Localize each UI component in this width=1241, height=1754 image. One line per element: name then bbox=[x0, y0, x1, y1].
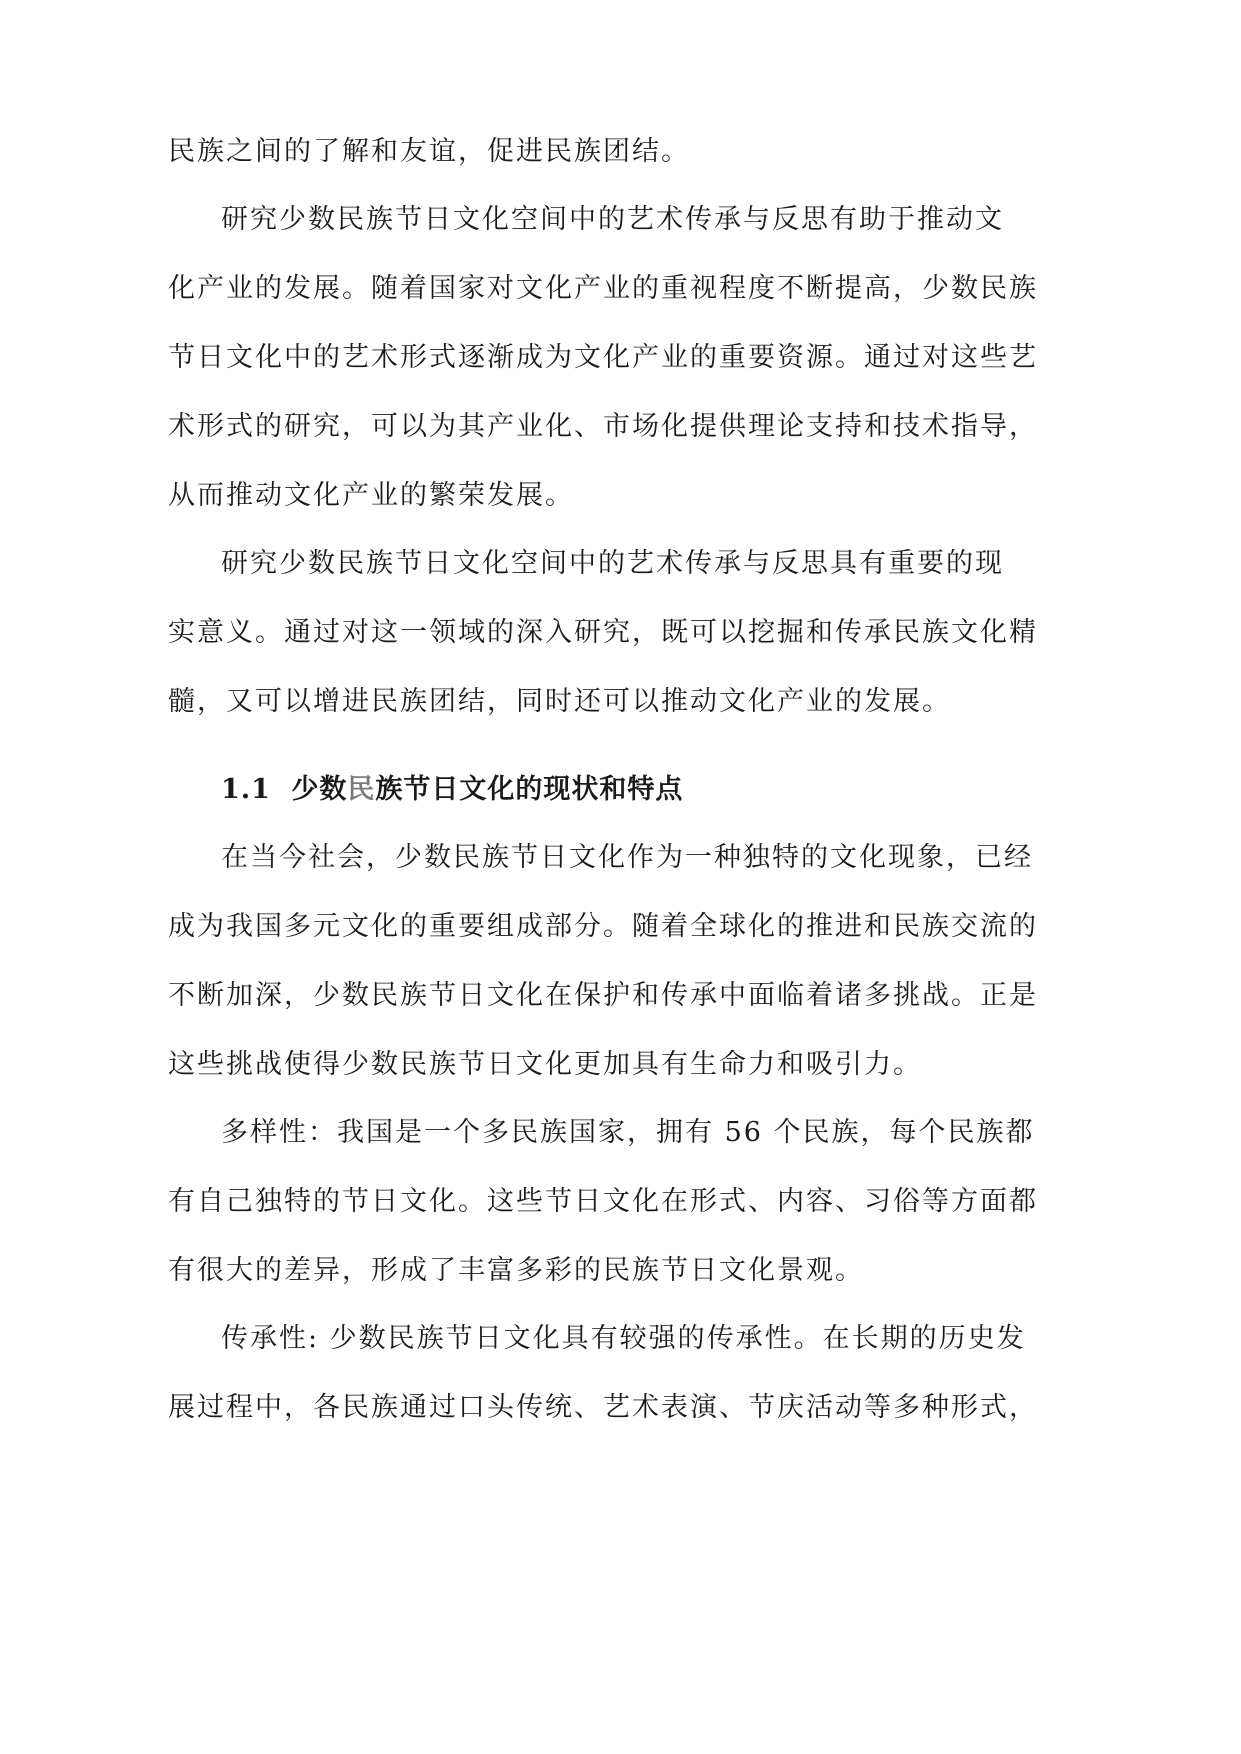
paragraph-line: 多样性：我国是一个多民族国家，拥有 56 个民族，每个民族都 bbox=[221, 1117, 1035, 1148]
paragraph-line: 不断加深，少数民族节日文化在保护和传承中面临着诸多挑战。正是 bbox=[168, 980, 1038, 1011]
paragraph-line: 节日文化中的艺术形式逐渐成为文化产业的重要资源。通过对这些艺 bbox=[168, 342, 1038, 373]
paragraph-line: 这些挑战使得少数民族节日文化更加具有生命力和吸引力。 bbox=[168, 1049, 922, 1080]
section-number: 1.1 bbox=[221, 774, 271, 805]
section-heading bbox=[221, 770, 683, 810]
paragraph-line: 研究少数民族节日文化空间中的艺术传承与反思有助于推动文 bbox=[221, 204, 1004, 235]
paragraph-line: 髓，又可以增进民族团结，同时还可以推动文化产业的发展。 bbox=[168, 686, 951, 717]
paragraph-line: 展过程中，各民族通过口头传统、艺术表演、节庆活动等多种形式， bbox=[168, 1392, 1038, 1423]
paragraph-line: 化产业的发展。随着国家对文化产业的重视程度不断提高，少数民族 bbox=[168, 273, 1038, 304]
paragraph-line: 有很大的差异，形成了丰富多彩的民族节日文化景观。 bbox=[168, 1255, 864, 1286]
paragraph-line: 民族之间的了解和友谊，促进民族团结。 bbox=[168, 136, 690, 167]
paragraph-line: 从而推动文化产业的繁荣发展。 bbox=[168, 480, 574, 511]
paragraph-line: 研究少数民族节日文化空间中的艺术传承与反思具有重要的现 bbox=[221, 548, 1004, 579]
paragraph-line: 在当今社会，少数民族节日文化作为一种独特的文化现象，已经 bbox=[221, 842, 1033, 873]
paragraph-line: 有自己独特的节日文化。这些节日文化在形式、内容、习俗等方面都 bbox=[168, 1186, 1038, 1217]
section-title-part: 族节日文化的现状和特点 bbox=[375, 774, 684, 805]
paragraph-line: 传承性: 少数民族节日文化具有较强的传承性。在长期的历史发 bbox=[221, 1323, 1026, 1354]
section-title-highlight: 民 bbox=[347, 774, 376, 805]
section-title-part: 少数 bbox=[291, 774, 348, 805]
paragraph-line: 实意义。通过对这一领域的深入研究，既可以挖掘和传承民族文化精 bbox=[168, 617, 1038, 648]
paragraph-line: 术形式的研究，可以为其产业化、市场化提供理论支持和技术指导， bbox=[168, 411, 1038, 442]
paragraph-line: 成为我国多元文化的重要组成部分。随着全球化的推进和民族交流的 bbox=[168, 911, 1038, 942]
